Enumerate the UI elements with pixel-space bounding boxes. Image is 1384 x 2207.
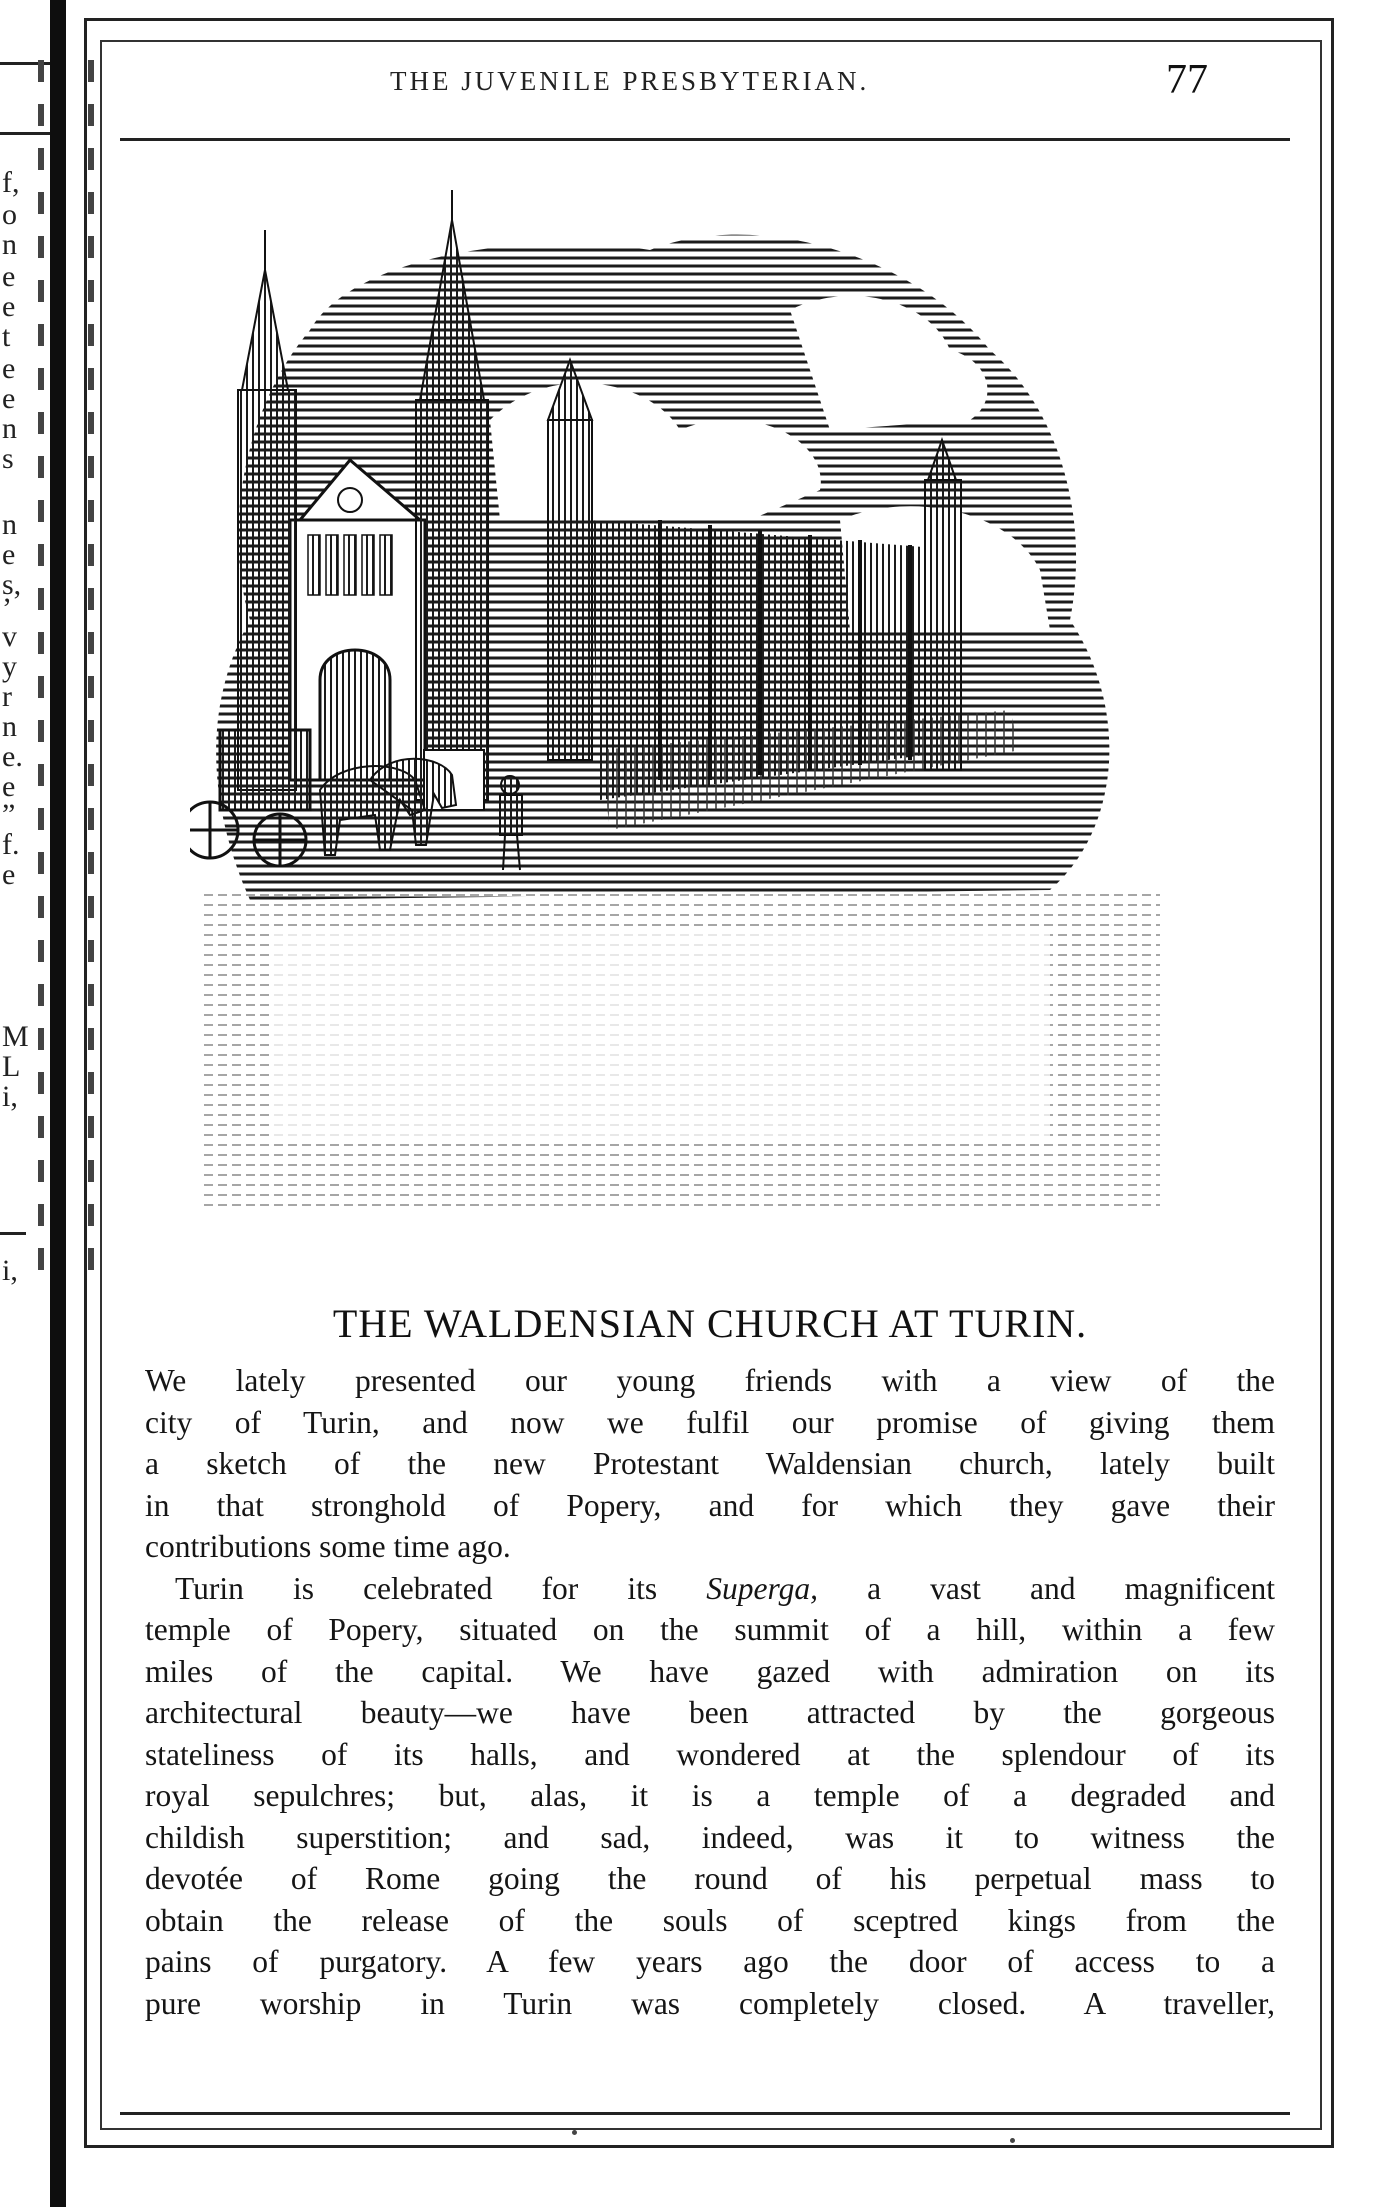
illustration-caption: THE WALDENSIAN CHURCH AT TURIN. (332, 1301, 1088, 1346)
previous-page-fragment: n (2, 412, 17, 445)
previous-page-rule (0, 1232, 26, 1235)
text-line: city of Turin, and now we fulfil our promise of giving them (145, 1404, 1275, 1440)
previous-page-fragment: L (2, 1050, 21, 1083)
binding-gutter (50, 0, 66, 2207)
previous-page-fragment: f, (2, 166, 20, 199)
header-rule (120, 138, 1290, 141)
previous-page-rule (0, 62, 52, 65)
previous-page-fragment: n (2, 710, 17, 743)
previous-page-fragment: e (2, 382, 16, 415)
previous-page-fragment: r (2, 680, 12, 713)
publication-title: THE JUVENILE PRESBYTERIAN. (390, 66, 870, 96)
text-line: childish superstition; and sad, indeed, was it to witness the (145, 1819, 1275, 1855)
previous-page-fragment: e (2, 858, 16, 891)
road (270, 930, 1050, 1140)
previous-page-fragment: n (2, 508, 17, 541)
middle-tower (548, 420, 592, 760)
previous-page-fragment: e (2, 290, 16, 323)
main-door (320, 650, 390, 780)
text-line: pure worship in Turin was completely closed. A traveller, (145, 1985, 1275, 2021)
previous-page-fragment: e (2, 352, 16, 385)
text-line: miles of the capital. We have gazed with admiration on its (145, 1653, 1275, 1689)
previous-page-fragment: i, (2, 1254, 18, 1287)
previous-page-fragment: e (2, 538, 16, 571)
text-span: a vast and magnificent (867, 1570, 1276, 1606)
previous-page-fragment: ” (2, 798, 16, 831)
facade-windows (308, 535, 392, 595)
previous-page-fragment: e (2, 770, 16, 803)
running-head (120, 56, 1300, 116)
far-tower (925, 480, 961, 770)
previous-page-rule (0, 132, 52, 135)
text-line: temple of Popery, situated on the summit of a hill, within a few (145, 1612, 1275, 1647)
print-speck (1010, 2138, 1015, 2143)
previous-page-fragment: s, (2, 568, 22, 601)
previous-page-fragment: f. (2, 828, 20, 861)
previous-page-fragment: ’ (2, 592, 12, 625)
left-spire (242, 270, 288, 390)
text-line (145, 1568, 1275, 1610)
footer-rule (120, 2112, 1290, 2115)
previous-page-fragment: t (2, 320, 11, 353)
gutter-dash-column (38, 60, 44, 1280)
previous-page-fragment: i, (2, 1080, 18, 1113)
previous-page-fragment: o (2, 198, 17, 231)
text-line: obtain the release of the souls of sceptred kings from the (145, 1902, 1275, 1938)
text-line: a sketch of the new Protestant Waldensian church, lately built (145, 1446, 1275, 1481)
text-line: contributions some time ago. (145, 1529, 511, 1564)
print-speck (572, 2130, 577, 2135)
text-line: stateliness of its halls, and wondered at the splendour of its (145, 1736, 1275, 1772)
text-line: royal sepulchres; but, alas, it is a temple of a degraded and (145, 1778, 1275, 1813)
previous-page-fragment: v (2, 620, 17, 653)
text-line: We lately presented our young friends with a view of the (145, 1363, 1275, 1398)
article-body (145, 1360, 1275, 2024)
previous-page-fragment: e (2, 260, 16, 293)
church-engraving (190, 190, 1170, 1280)
text-line: in that stronghold of Popery, and for which they gave their (145, 1487, 1275, 1523)
page-number: 77 (1166, 57, 1208, 103)
previous-page-fragment: s (2, 442, 14, 475)
text-line: pains of purgatory. A few years ago the door of access to a (145, 1944, 1275, 1979)
previous-page-fragment: M (2, 1020, 29, 1053)
previous-page-fragment: y (2, 650, 17, 683)
previous-page-fragment: e. (2, 740, 23, 773)
text-line: devotée of Rome going the round of his perpetual mass to (145, 1861, 1275, 1896)
previous-page-fragment: n (2, 228, 17, 261)
text-line: architectural beauty—we have been attracted by the gorgeous (145, 1695, 1275, 1730)
italic-term: Superga, (706, 1570, 818, 1606)
main-tower (416, 400, 488, 800)
text-span: Turin is celebrated for its (175, 1570, 658, 1606)
